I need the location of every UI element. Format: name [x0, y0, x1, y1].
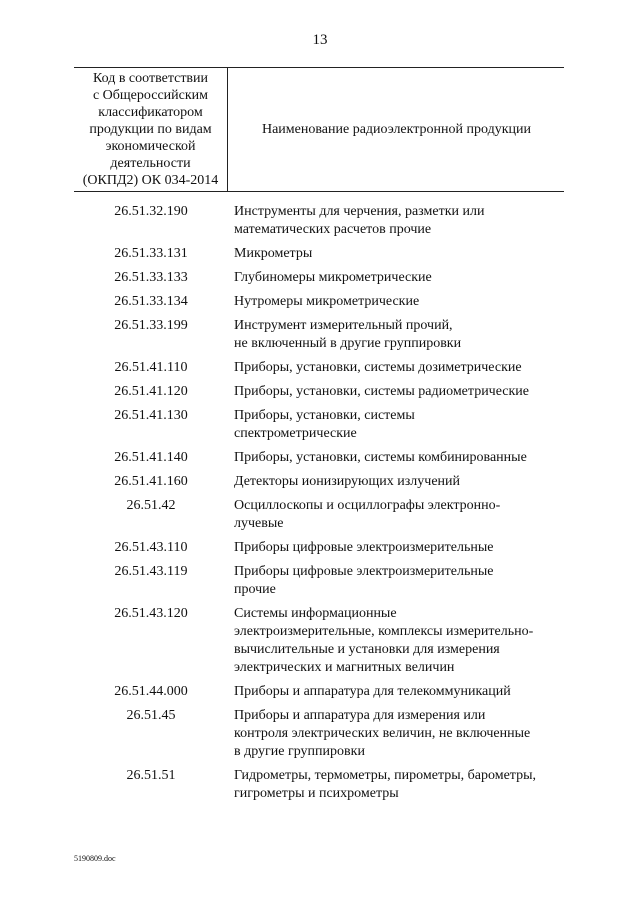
product-name-line: Приборы цифровые электроизмерительные: [234, 564, 494, 579]
table-row: [74, 563, 564, 599]
table-row: [74, 245, 564, 263]
product-name-line: Детекторы ионизирующих излучений: [234, 474, 461, 489]
product-name: [228, 359, 564, 377]
okpd2-code: 26.51.51: [126, 768, 176, 783]
product-table-body: [74, 203, 564, 809]
header-code-line: классификатором: [98, 105, 203, 120]
okpd2-code: 26.51.41.120: [114, 384, 188, 399]
product-name-line: гигрометры и психрометры: [234, 786, 399, 801]
okpd2-code: 26.51.45: [126, 708, 176, 723]
product-name-line: лучевые: [234, 516, 284, 531]
table-row: [74, 317, 564, 353]
table-row: [74, 203, 564, 239]
okpd2-code: 26.51.43.110: [114, 540, 188, 555]
product-name: [228, 317, 564, 353]
product-name-line: Инструменты для черчения, разметки или: [234, 204, 485, 219]
product-name-line: Приборы цифровые электроизмерительные: [234, 540, 494, 555]
table-row: [74, 767, 564, 803]
okpd2-code: 26.51.42: [126, 498, 176, 513]
file-name-footer: 5190809.doc: [74, 854, 116, 863]
header-code-line: (ОКПД2) ОК 034-2014: [82, 173, 219, 188]
table-row: [74, 605, 564, 677]
okpd2-code: 26.51.33.133: [114, 270, 188, 285]
product-name-line: Приборы, установки, системы комбинированные: [234, 450, 527, 465]
product-name-line: Осциллоскопы и осциллографы электронно-: [234, 498, 501, 513]
table-row: [74, 383, 564, 401]
header-code-column: [74, 68, 228, 191]
product-name: [228, 203, 564, 239]
table-header: [74, 67, 564, 192]
header-code-line: деятельности: [110, 156, 191, 171]
product-name: [228, 383, 564, 401]
okpd2-code: 26.51.44.000: [114, 684, 188, 699]
header-code-line: продукции по видам: [89, 122, 212, 137]
product-name: [228, 473, 564, 491]
page-number: 13: [312, 32, 328, 48]
product-name: [228, 449, 564, 467]
table-row: [74, 359, 564, 377]
table-row: [74, 269, 564, 287]
product-name-line: Инструмент измерительный прочий,: [234, 318, 453, 333]
product-name-line: спектрометрические: [234, 426, 357, 441]
product-name: [228, 563, 564, 599]
table-row: [74, 473, 564, 491]
product-name-line: Гидрометры, термометры, пирометры, барометры,: [234, 768, 536, 783]
product-name: [228, 269, 564, 287]
product-name-line: математических расчетов прочие: [234, 222, 432, 237]
product-name: [228, 497, 564, 533]
product-name-line: контроля электрических величин, не включенные: [234, 726, 531, 741]
product-name: [228, 707, 564, 761]
product-name-line: Глубиномеры микрометрические: [234, 270, 432, 285]
header-code-line: Код в соответствии: [92, 71, 209, 86]
product-name-line: электрических и магнитных величин: [234, 660, 455, 675]
product-name-line: Приборы и аппаратура для телекоммуникаций: [234, 684, 511, 699]
product-name-line: вычислительные и установки для измерения: [234, 642, 500, 657]
table-row: [74, 707, 564, 761]
product-name-line: Приборы, установки, системы радиометрические: [234, 384, 530, 399]
product-name: [228, 683, 564, 701]
product-name-line: Микрометры: [234, 246, 313, 261]
okpd2-code: 26.51.32.190: [114, 204, 188, 219]
product-name: [228, 245, 564, 263]
product-name-line: Приборы и аппаратура для измерения или: [234, 708, 486, 723]
product-name-line: электроизмерительные, комплексы измерительно-: [234, 624, 534, 639]
product-name-line: Системы информационные: [234, 606, 397, 621]
okpd2-code: 26.51.43.119: [114, 564, 188, 579]
product-name-line: не включенный в другие группировки: [234, 336, 462, 351]
product-name-line: Приборы, установки, системы: [234, 408, 415, 423]
product-name-line: в другие группировки: [234, 744, 365, 759]
header-code-line: экономической: [105, 139, 196, 154]
okpd2-code: 26.51.33.131: [114, 246, 188, 261]
product-name-line: Нутромеры микрометрические: [234, 294, 420, 309]
product-name: [228, 767, 564, 803]
table-row: [74, 407, 564, 443]
product-name-line: Приборы, установки, системы дозиметрические: [234, 360, 522, 375]
okpd2-code: 26.51.41.110: [114, 360, 188, 375]
product-name: [228, 293, 564, 311]
header-name-column: Наименование радиоэлектронной продукции: [261, 121, 532, 137]
table-row: [74, 449, 564, 467]
okpd2-code: 26.51.43.120: [114, 606, 188, 621]
product-name: [228, 539, 564, 557]
okpd2-code: 26.51.41.130: [114, 408, 188, 423]
product-name: [228, 605, 564, 677]
product-name: [228, 407, 564, 443]
table-row: [74, 497, 564, 533]
okpd2-code: 26.51.33.134: [114, 294, 188, 309]
okpd2-code: 26.51.41.140: [114, 450, 188, 465]
okpd2-code: 26.51.41.160: [114, 474, 188, 489]
table-row: [74, 539, 564, 557]
table-row: [74, 683, 564, 701]
okpd2-code: 26.51.33.199: [114, 318, 188, 333]
product-name-line: прочие: [234, 582, 276, 597]
table-row: [74, 293, 564, 311]
header-code-line: с Общероссийским: [92, 88, 209, 103]
